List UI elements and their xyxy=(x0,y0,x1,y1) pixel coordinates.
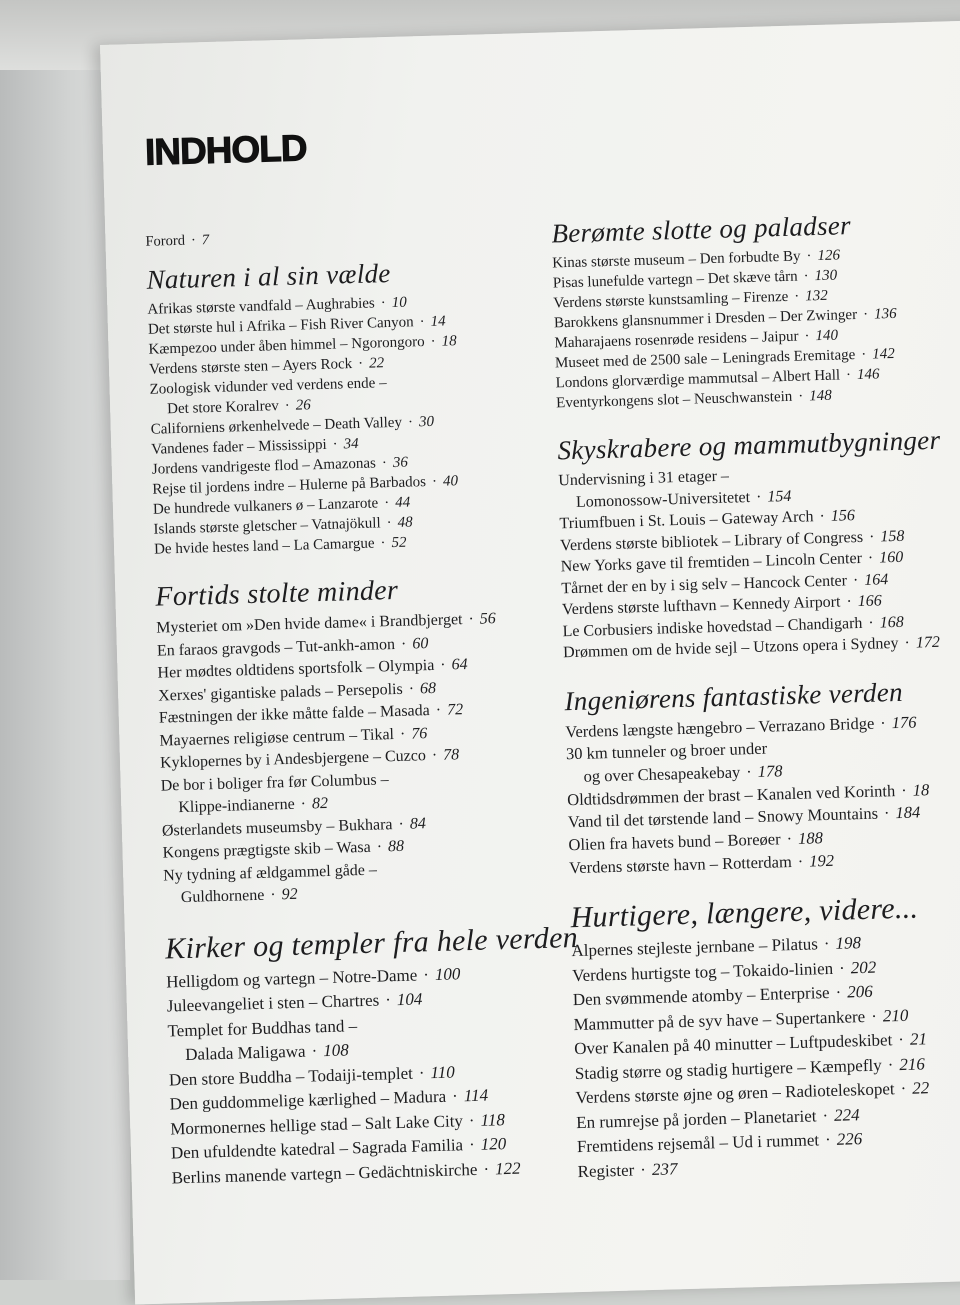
entry-title: En faraos gravgods – Tut-ankh-amon xyxy=(156,635,396,660)
entry-page-number: 206 xyxy=(846,982,874,1002)
entry-page-number: 18 xyxy=(912,779,930,800)
entry-page-number: 166 xyxy=(857,592,883,611)
entry-separator: · xyxy=(384,495,390,512)
entry-title: Verdens største havn – Rotterdam xyxy=(568,851,793,877)
entry-page-number: 164 xyxy=(864,570,889,589)
entry-page-number: 18 xyxy=(441,333,457,350)
entry-title: Triumfbuen i St. Louis – Gateway Arch xyxy=(559,508,814,533)
entry-title: Xerxes' gigantiske palads – Persepolis xyxy=(157,680,403,705)
entry-separator: · xyxy=(852,571,859,589)
entry-separator: · xyxy=(376,838,383,856)
entry-page-number: 92 xyxy=(281,885,298,904)
section-title: Berømte slotte og paladser xyxy=(551,210,852,249)
entry-separator: · xyxy=(887,1055,894,1075)
entry-separator: · xyxy=(823,934,830,954)
entry-title: En rumrejse på jorden – Planetariet xyxy=(576,1106,817,1133)
entry-title: De hundrede vulkaners ø – Lanzarote xyxy=(152,495,379,518)
entry-title: Afrikas største vandfald – Aughrabies xyxy=(147,295,375,318)
entry-separator: · xyxy=(419,314,425,331)
entry-separator: · xyxy=(386,515,392,532)
entry-title: Templet for Buddhas tand – xyxy=(167,1015,358,1040)
entry-title: Ny tydning af ældgammel gåde – xyxy=(162,861,378,885)
entry-title: Den guddommelige kærlighed – Madura xyxy=(169,1086,447,1114)
entry-page-number: 60 xyxy=(412,634,429,653)
section-title: Naturen i al sin vælde xyxy=(146,257,391,295)
entry-title: Berlins manende vartegn – Gedächtniskirche xyxy=(171,1159,478,1187)
entry-title: Californiens ørkenhelvede – Death Valley xyxy=(150,414,403,438)
entry-page-number: 216 xyxy=(899,1054,926,1074)
entry-page-number: 36 xyxy=(392,454,409,471)
entry-page-number: 26 xyxy=(295,397,311,414)
entry-continuation-text: og over Chesapeakebay xyxy=(583,762,741,786)
entry-page-number: 237 xyxy=(651,1159,678,1179)
entry-title: Kyklopernes by i Andesbjergene – Cuzco xyxy=(159,747,427,772)
entry-title: Alpernes stejleste jernbane – Pilatus xyxy=(571,934,819,961)
entry-page-number: 176 xyxy=(891,711,917,732)
entry-title: Vand til det tørstende land – Snowy Mountains xyxy=(567,803,879,832)
entry-title: Undervisning i 31 etager – xyxy=(558,467,730,490)
entry-separator: · xyxy=(798,388,804,405)
toc-column-left xyxy=(145,222,602,1213)
entry-title: Jordens vandrigeste flod – Amazonas xyxy=(151,455,377,478)
entry-separator: · xyxy=(755,488,762,506)
entry-title: Verdens største bibliotek – Library of Congress xyxy=(559,528,864,554)
entry-page-number: 192 xyxy=(808,850,835,871)
entry-separator: · xyxy=(806,248,812,265)
entry-page-number: 68 xyxy=(419,679,437,697)
entry-page-number: 154 xyxy=(767,487,792,506)
entry-separator: · xyxy=(868,528,875,546)
entry-title: Tårnet der en by i sig selv – Hancock Center xyxy=(561,571,848,597)
entry-separator: · xyxy=(408,679,415,698)
entry-separator: · xyxy=(845,367,852,384)
entry-page-number: 14 xyxy=(430,313,446,330)
entry-page-number: 226 xyxy=(836,1129,863,1150)
entry-separator: · xyxy=(440,656,446,674)
entry-page-number: 22 xyxy=(912,1078,930,1099)
entry-page-number: 168 xyxy=(879,613,904,631)
entry-page-number: 118 xyxy=(480,1109,506,1130)
entry-page-number: 104 xyxy=(396,989,423,1010)
entry-continuation-text: Dalada Maligawa xyxy=(184,1041,306,1065)
entry-separator: · xyxy=(838,958,846,978)
entry-title: Østerlandets museumsby – Bukhara xyxy=(161,815,393,840)
entry-page-number: 140 xyxy=(815,327,839,345)
entry-separator: · xyxy=(822,1106,829,1126)
entry-separator: · xyxy=(398,815,405,833)
entry-title: Register xyxy=(577,1160,635,1182)
entry-separator: · xyxy=(819,507,826,526)
entry-title: Pisas lunefulde vartegn – Det skæve tårn xyxy=(552,268,798,292)
entry-separator: · xyxy=(786,829,793,849)
entry-continuation-text: Klippe-indianerne xyxy=(178,795,295,817)
entry-title: Olien fra havets bund – Boreøer xyxy=(568,829,781,855)
entry-title: Verdens største kunstsamling – Firenze xyxy=(553,288,789,312)
entry-title: De hvide hestes land – La Camargue xyxy=(153,535,375,558)
toc-section xyxy=(551,206,960,413)
section-title: Ingeniørens fantastiske verden xyxy=(564,676,904,716)
entry-title: Eventyrkongens slot – Neuschwanstein xyxy=(555,388,793,412)
foreword-label: Forord xyxy=(145,232,186,250)
entry-page-number: 21 xyxy=(909,1029,928,1050)
entry-separator: · xyxy=(745,761,752,782)
entry-continuation-text: Det store Koralrev xyxy=(166,398,280,418)
entry-separator: · xyxy=(804,328,810,345)
toc-section xyxy=(165,920,602,1190)
entry-title: Verdens største lufthavn – Kennedy Airport xyxy=(561,593,841,619)
entry-title: Fæstningen der ikke måtte falde – Masada xyxy=(158,702,430,727)
entry-title: Her mødtes oldtidens sportsfolk – Olympia xyxy=(157,656,435,682)
entry-separator: · xyxy=(824,1130,831,1150)
entry-separator: · xyxy=(803,268,809,285)
toc-section xyxy=(564,674,960,880)
entry-separator: · xyxy=(430,333,436,350)
entry-separator: · xyxy=(468,1134,476,1155)
entry-page-number: 178 xyxy=(757,761,783,781)
entry-page-number: 44 xyxy=(395,494,411,511)
entry-separator: · xyxy=(451,1086,459,1106)
book-page xyxy=(100,20,960,1304)
entry-title: De bor i boliger fra før Columbus – xyxy=(160,770,389,795)
entry-page-number: 126 xyxy=(817,247,841,265)
entry-separator: · xyxy=(381,455,388,472)
entry-page-number: 84 xyxy=(409,814,427,833)
entry-separator: · xyxy=(431,473,438,490)
entry-title: Zoologisk vidunder ved verdens ende – xyxy=(149,375,387,398)
entry-page-number: 148 xyxy=(809,387,833,405)
entry-page-number: 130 xyxy=(814,267,838,285)
entry-page-number: 48 xyxy=(397,514,413,531)
entry-title: Le Corbusiers indiske hovedstad – Chandigarh xyxy=(562,614,863,640)
entry-page-number: 78 xyxy=(442,746,460,764)
entry-page-number: 100 xyxy=(434,963,461,984)
entry-title: Verdens hurtigste tog – Tokaido-linien xyxy=(571,958,834,986)
entry-title: Over Kanalen på 40 minutter – Luftpudeskibet xyxy=(573,1030,893,1059)
entry-title: Vandenes fader – Mississippi xyxy=(151,436,327,458)
entry-page-number: 22 xyxy=(368,355,385,372)
entry-page-number: 156 xyxy=(830,507,856,525)
entry-title: Mammutter på de syv have – Supertankere xyxy=(573,1006,866,1035)
entry-title: Barokkens glansnummer i Dresden – Der Zwinger xyxy=(553,306,858,332)
entry-title: Mormonernes hellige stad – Salt Lake City xyxy=(170,1110,464,1138)
toc-section xyxy=(146,253,584,560)
entry-title: Mayaernes religiøse centrum – Tikal xyxy=(159,725,395,750)
entry-page-number: 82 xyxy=(311,794,329,813)
entry-separator: · xyxy=(431,746,438,765)
entry-title: Kinas største museum – Den forbudte By xyxy=(552,248,801,272)
toc-section xyxy=(570,889,960,1184)
entry-title: Museet med de 2500 sale – Leningrads Eremitage xyxy=(554,347,856,372)
entry-title: Drømmen om de hvide sejl – Utzons opera i Sydney xyxy=(562,634,899,662)
entry-title: Maharajaens rosenrøde residens – Jaipur xyxy=(554,328,799,352)
entry-title: Den ufuldendte katedral – Sagrada Familia xyxy=(170,1135,464,1163)
entry-separator: · xyxy=(284,397,290,414)
entry-separator: · xyxy=(311,1041,318,1061)
toc-section xyxy=(155,570,594,910)
entry-page-number: 40 xyxy=(442,473,459,490)
toc-section xyxy=(557,423,960,664)
entry-page-number: 72 xyxy=(446,701,464,719)
entry-title: Det største hul i Afrika – Fish River Canyon xyxy=(147,314,414,338)
entry-page-number: 34 xyxy=(343,435,359,453)
entry-page-number: 108 xyxy=(322,1040,349,1061)
section-title: Fortids stolte minder xyxy=(155,574,399,613)
foreword-entry: Forord · 7 xyxy=(145,232,210,250)
entry-page-number: 158 xyxy=(880,527,905,545)
entry-title: Oldtidsdrømmen der brast – Kanalen ved Korinth xyxy=(566,780,896,809)
entry-page-number: 88 xyxy=(387,837,405,856)
entry-separator: · xyxy=(868,614,874,632)
entry-page-number: 132 xyxy=(805,287,828,305)
entry-page-number: 64 xyxy=(451,655,468,674)
entry-separator: · xyxy=(870,1006,878,1026)
entry-separator: · xyxy=(867,549,874,567)
entry-title: Rejse til jordens indre – Hulerne på Barbados xyxy=(152,474,427,498)
entry-page-number: 172 xyxy=(915,633,941,652)
entry-page-number: 160 xyxy=(878,548,904,567)
entry-page-number: 122 xyxy=(494,1158,521,1178)
entry-separator: · xyxy=(300,795,307,813)
entry-page-number: 184 xyxy=(895,802,921,823)
entry-separator: · xyxy=(357,355,364,372)
entry-page-number: 52 xyxy=(391,534,407,552)
entry-title: Verdens største øjne og øren – Radioteleskopet xyxy=(575,1079,895,1108)
entry-title: Verdens længste hængebro – Verrazano Bridge xyxy=(565,713,875,741)
entry-page-number: 146 xyxy=(856,366,880,383)
foreword-page: 7 xyxy=(201,232,210,249)
entry-title: Den store Buddha – Todaiji-templet xyxy=(168,1063,414,1089)
page-title: INDHOLD xyxy=(144,127,308,173)
entry-title: Juleevangeliet i sten – Chartres xyxy=(166,990,380,1016)
entry-title: Helligdom og vartegn – Notre-Dame xyxy=(165,965,418,992)
entry-title: Kongens prægtigste skib – Wasa xyxy=(162,838,371,862)
entry-title: Fremtidens rejsemål – Ud i rummet xyxy=(576,1130,820,1157)
entry-title: Mysteriet om »Den hvide dame« i Brandbjerget xyxy=(156,611,463,637)
entry-page-number: 188 xyxy=(797,828,824,848)
entry-separator: · xyxy=(468,610,475,628)
entry-separator: · xyxy=(883,803,890,823)
entry-separator: · xyxy=(862,306,869,323)
entry-separator: · xyxy=(380,295,386,312)
entry-title: Londons glorværdige mammutsal – Albert Hall xyxy=(555,367,841,392)
entry-title: Verdens største sten – Ayers Rock xyxy=(148,356,353,378)
section-title: Hurtigere, længere, videre... xyxy=(570,891,919,935)
entry-separator: · xyxy=(879,712,886,732)
entry-separator: · xyxy=(270,886,276,904)
entry-separator: · xyxy=(898,1030,905,1050)
entry-page-number: 76 xyxy=(411,724,428,743)
entry-separator: · xyxy=(422,964,430,984)
entry-page-number: 56 xyxy=(479,610,497,628)
entry-title: Islands største gletscher – Vatnajökull xyxy=(153,515,381,538)
entry-page-number: 142 xyxy=(872,345,895,363)
entry-page-number: 110 xyxy=(430,1061,456,1082)
entry-continuation-text: Lomonossow-Universitetet xyxy=(575,488,751,511)
entry-page-number: 30 xyxy=(418,413,435,431)
entry-separator: · xyxy=(400,635,407,653)
entry-page-number: 10 xyxy=(391,294,407,311)
section-title: Skyskrabere og mammutbygninger xyxy=(557,424,941,466)
entry-page-number: 120 xyxy=(480,1134,507,1154)
entry-separator: · xyxy=(797,851,804,871)
entry-page-number: 202 xyxy=(850,957,877,978)
section-title: Kirker og templer fra hele verden xyxy=(164,920,579,966)
entry-title: Kæmpezoo under åben himmel – Ngorongoro xyxy=(148,334,425,358)
entry-title: Stadig større og stadig hurtigere – Kæmpefly xyxy=(574,1055,882,1084)
entry-separator: · xyxy=(835,983,842,1003)
entry-page-number: 210 xyxy=(882,1005,909,1026)
entry-separator: · xyxy=(846,593,853,611)
entry-continuation-text: Guldhornene xyxy=(180,886,265,907)
entry-separator: · xyxy=(900,1079,907,1099)
entry-separator: · xyxy=(399,725,406,743)
entry-page-number: 224 xyxy=(833,1105,860,1125)
entry-separator: · xyxy=(794,288,800,305)
entry-title: 30 km tunneler og broer under xyxy=(565,738,768,764)
entry-separator: · xyxy=(332,436,338,453)
entry-separator: · xyxy=(483,1159,490,1179)
entry-separator: · xyxy=(384,990,392,1010)
entry-title: Den svømmende atomby – Enterprise xyxy=(572,983,830,1010)
entry-separator: · xyxy=(904,634,911,652)
entry-separator: · xyxy=(900,780,907,800)
entry-separator: · xyxy=(380,535,386,552)
entry-separator: · xyxy=(640,1160,647,1180)
entry-title: New Yorks gave til fremtiden – Lincoln Center xyxy=(560,549,863,576)
entry-separator: · xyxy=(407,414,414,431)
entry-separator: · xyxy=(435,701,442,719)
entry-page-number: 136 xyxy=(873,305,897,323)
entry-separator: · xyxy=(468,1110,475,1130)
entry-separator: · xyxy=(418,1062,425,1082)
entry-page-number: 114 xyxy=(463,1085,489,1106)
entry-separator: · xyxy=(861,346,867,363)
entry-page-number: 198 xyxy=(835,933,862,954)
toc-column-right xyxy=(551,206,960,1206)
